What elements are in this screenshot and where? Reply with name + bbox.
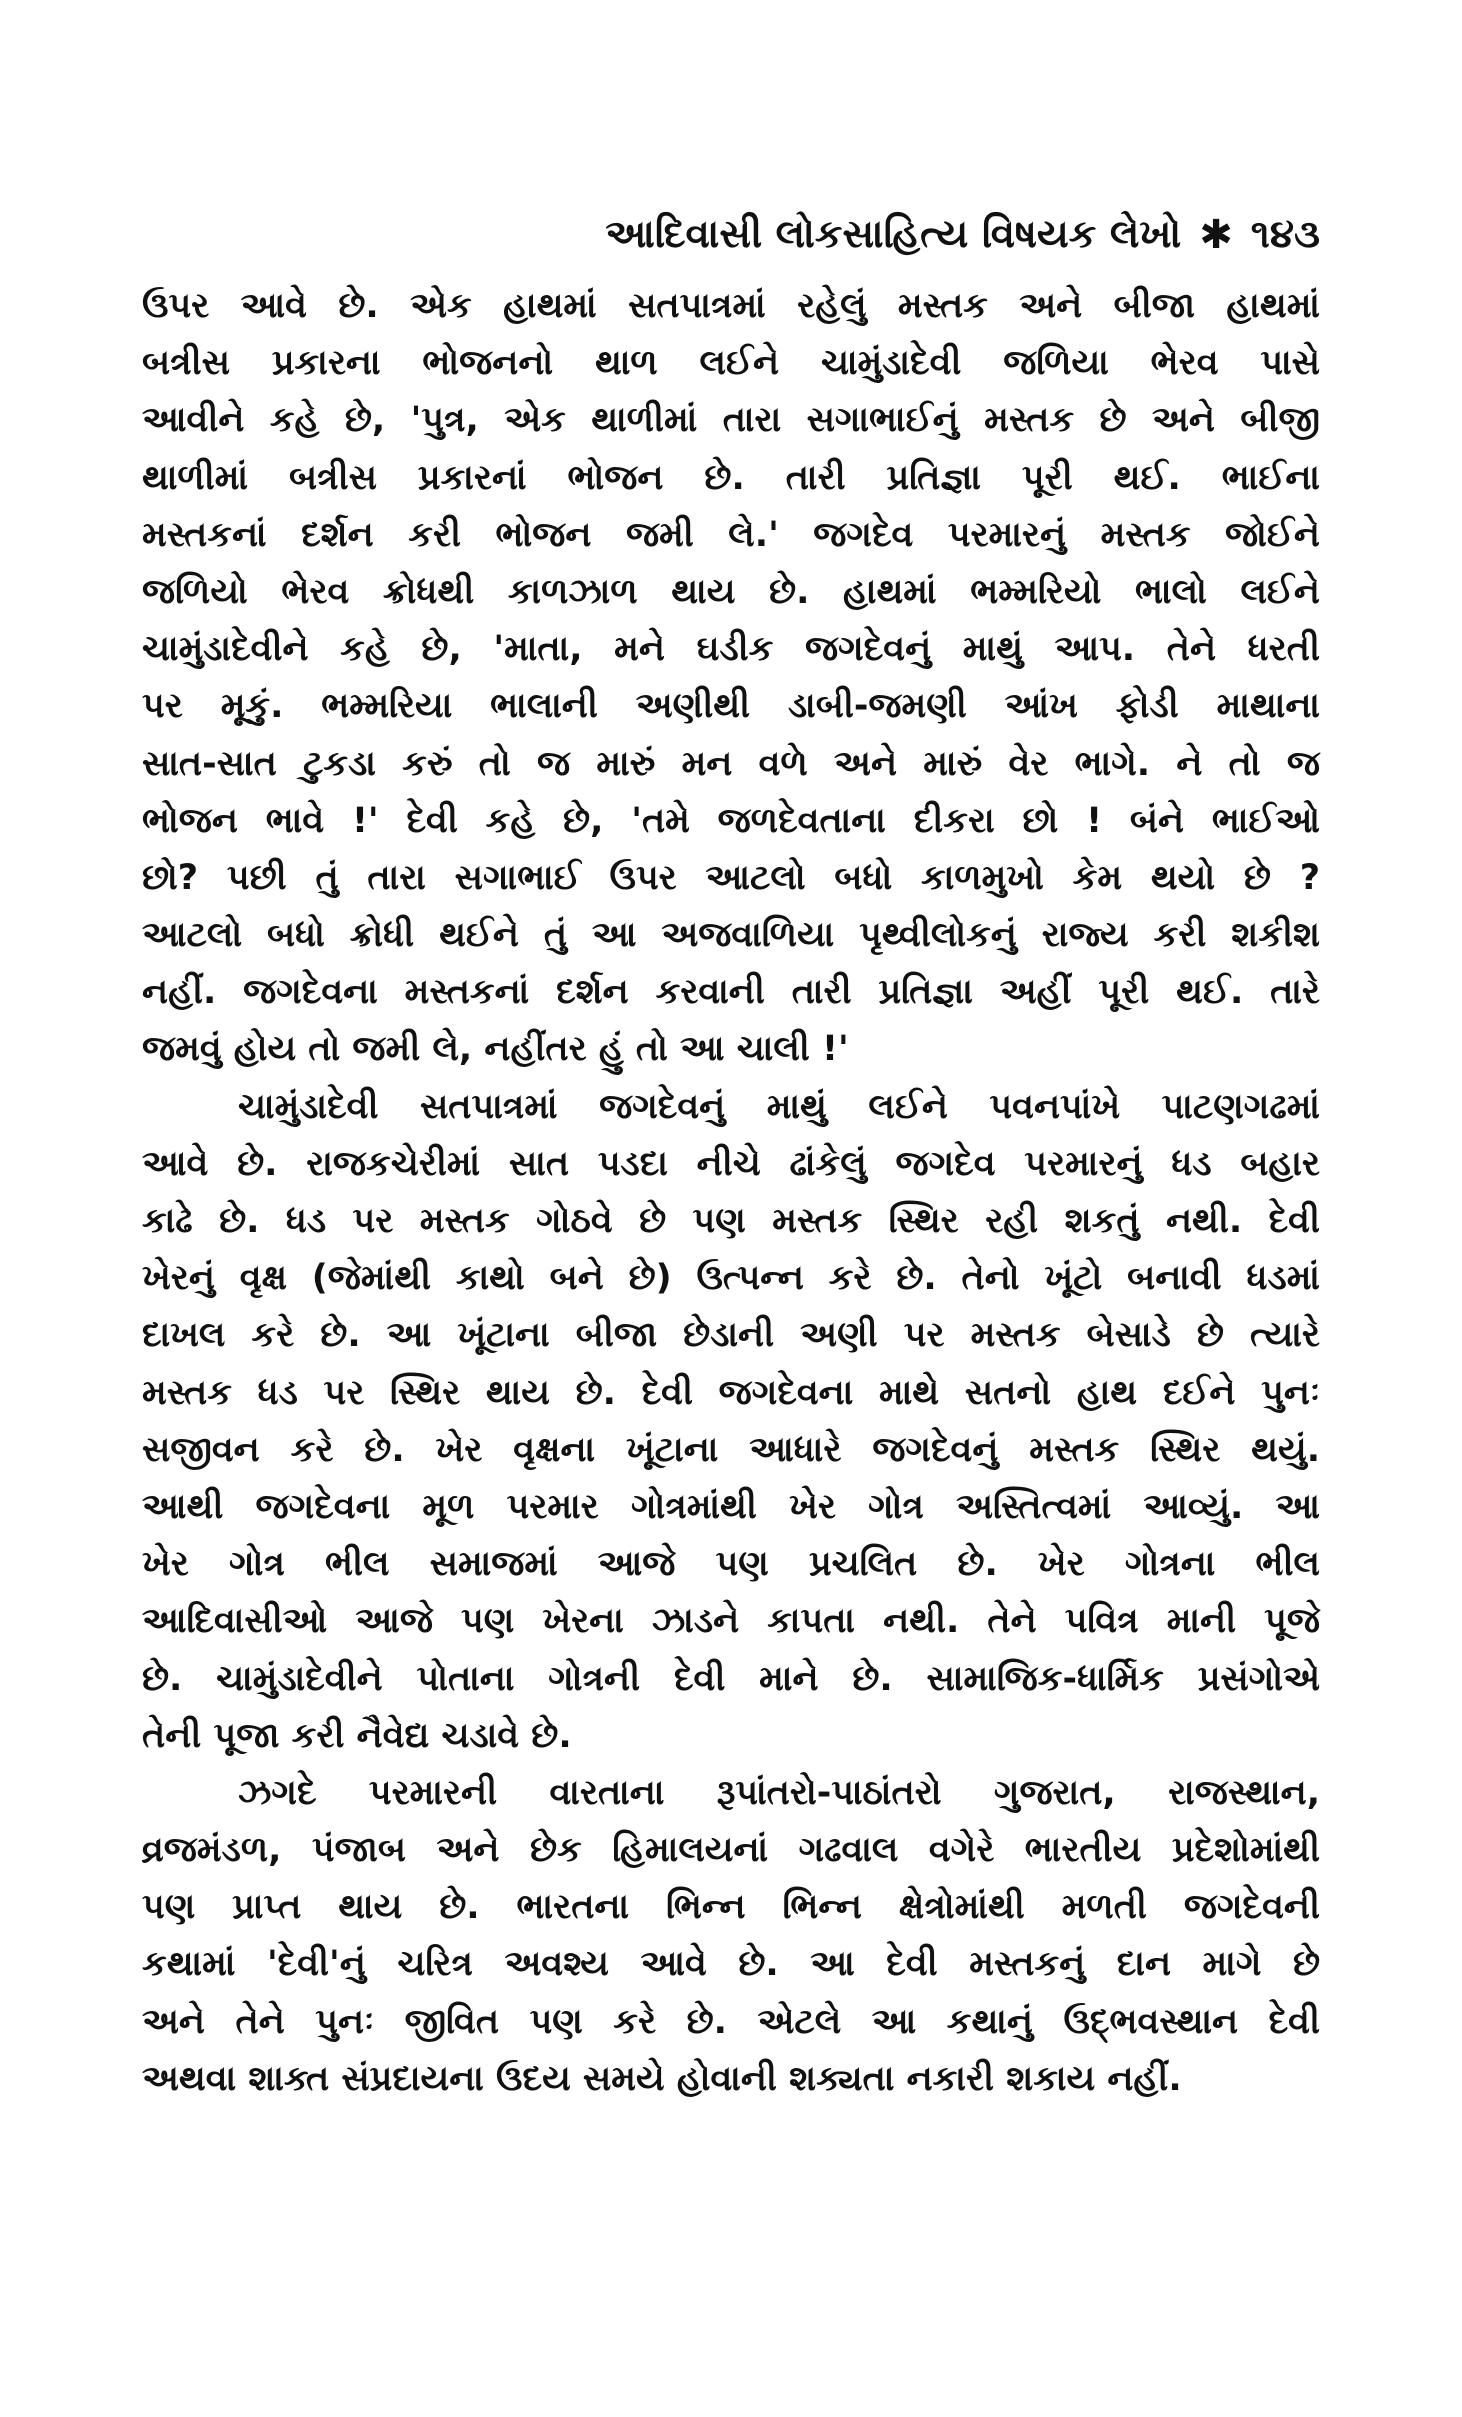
text-line: જમવું હોય તો જમી લે, નહીંતર હું તો આ ચાલી !' [142, 1029, 849, 1070]
paragraph [142, 1079, 1320, 1765]
text-line: તેની પૂજા કરી નૈવેદ્ય ચડાવે છે. [142, 1715, 572, 1756]
text-line: કથામાં 'દેવી'નું ચરિત્ર અવશ્ય આવે છે. આ દેવી મસ્તકનું દાન માગે છે [142, 1944, 1320, 1985]
running-header [605, 212, 1320, 257]
text-line: ઝગદે પરમારની વારતાના રૂપાંતરો-પાઠાંતરો ગુજરાત, રાજસ્થાન, [238, 1772, 1320, 1813]
paragraph [142, 1765, 1320, 2108]
text-line: ચામુંડાદેવીને કહે છે, 'માતા, મને ઘડીક જગદેવનું માથું આપ. તેને ધરતી [142, 629, 1320, 670]
text-line: ઉપર આવે છે. એક હાથમાં સતપાત્રમાં રહેલું મસ્તક અને બીજા હાથમાં [142, 286, 1320, 326]
text-line: આવીને કહે છે, 'પુત્ર, એક થાળીમાં તારા સગાભાઈનું મસ્તક છે અને બીજી [142, 400, 1320, 441]
body-text [142, 278, 1320, 2108]
text-line: ખેરનું વૃક્ષ (જેમાંથી કાથો બને છે) ઉત્પન્ન કરે છે. તેનો ખૂંટો બનાવી ધડમાં [142, 1258, 1320, 1299]
text-line: ચામુંડાદેવી સતપાત્રમાં જગદેવનું માથું લઈને પવનપાંખે પાટણગઢમાં [238, 1086, 1320, 1127]
text-line: જળિયો ભેરવ ક્રોધથી કાળઝાળ થાય છે. હાથમાં ભમ્મરિયો ભાલો લઈને [142, 571, 1320, 612]
text-line: નહીં. જગદેવના મસ્તકનાં દર્શન કરવાની તારી પ્રતિજ્ઞા અહીં પૂરી થઈ. તારે [142, 972, 1320, 1013]
text-line: આથી જગદેવના મૂળ પરમાર ગોત્રમાંથી ખેર ગોત્ર અસ્તિત્વમાં આવ્યું. આ [142, 1486, 1320, 1527]
text-line: થાળીમાં બત્રીસ પ્રકારનાં ભોજન છે. તારી પ્રતિજ્ઞા પૂરી થઈ. ભાઈના [142, 457, 1320, 498]
text-line: અથવા શાક્ત સંપ્રદાયના ઉદય સમયે હોવાની શક્યતા નકારી શકાય નહીં. [142, 2058, 1182, 2099]
text-line: આવે છે. રાજકચેરીમાં સાત પડદા નીચે ઢાંકેલું જગદેવ પરમારનું ધડ બહાર [142, 1143, 1320, 1184]
text-line: છો? પછી તું તારા સગાભાઈ ઉપર આટલો બધો કાળમુખો કેમ થયો છે ? [142, 857, 1320, 898]
running-title: આદિવાસી લોકસાહિત્ય વિષયક લેખો [605, 212, 1182, 257]
page-number: ૧૪૩ [1250, 212, 1320, 257]
text-line: મસ્તક ધડ પર સ્થિર થાય છે. દેવી જગદેવના માથે સતનો હાથ દઈને પુનઃ [142, 1372, 1320, 1413]
text-line: સાત-સાત ટુકડા કરું તો જ મારું મન વળે અને મારું વેર ભાગે. ને તો જ [142, 743, 1320, 784]
text-line: સજીવન કરે છે. ખેર વૃક્ષના ખૂંટાના આધારે જગદેવનું મસ્તક સ્થિર થયું. [142, 1429, 1320, 1470]
text-line: ખેર ગોત્ર ભીલ સમાજમાં આજે પણ પ્રચલિત છે. ખેર ગોત્રના ભીલ [142, 1544, 1320, 1585]
text-line: ભોજન ભાવે !' દેવી કહે છે, 'તમે જળદેવતાના દીકરા છો ! બંને ભાઈઓ [142, 800, 1320, 841]
text-line: પર મૂકું. ભમ્મરિયા ભાલાની અણીથી ડાબી-જમણી આંખ ફોડી માથાના [142, 686, 1320, 727]
text-line: પણ પ્રાપ્ત થાય છે. ભારતના ભિન્ન ભિન્ન ક્ષેત્રોમાંથી મળતી જગદેવની [142, 1887, 1320, 1928]
text-line: મસ્તકનાં દર્શન કરી ભોજન જમી લે.' જગદેવ પરમારનું મસ્તક જોઈને [142, 514, 1320, 555]
asterisk-icon: ✱ [1199, 211, 1233, 258]
text-line: છે. ચામુંડાદેવીને પોતાના ગોત્રની દેવી માને છે. સામાજિક-ધાર્મિક પ્રસંગોએ [142, 1658, 1320, 1699]
paragraph [142, 278, 1320, 1079]
text-line: આટલો બધો ક્રોધી થઈને તું આ અજવાળિયા પૃથ્વીલોકનું રાજ્ય કરી શકીશ [142, 915, 1320, 956]
text-line: કાઢે છે. ધડ પર મસ્તક ગોઠવે છે પણ મસ્તક સ્થિર રહી શકતું નથી. દેવી [142, 1201, 1320, 1241]
text-line: અને તેને પુનઃ જીવિત પણ કરે છે. એટલે આ કથાનું ઉદ્ભવસ્થાન દેવી [142, 2001, 1320, 2042]
text-line: આદિવાસીઓ આજે પણ ખેરના ઝાડને કાપતા નથી. તેને પવિત્ર માની પૂજે [142, 1601, 1320, 1642]
text-line: દાખલ કરે છે. આ ખૂંટાના બીજા છેડાની અણી પર મસ્તક બેસાડે છે ત્યારે [142, 1315, 1320, 1356]
text-line: બત્રીસ પ્રકારના ભોજનનો થાળ લઈને ચામુંડાદેવી જળિયા ભેરવ પાસે [142, 343, 1320, 384]
text-line: વ્રજમંડળ, પંજાબ અને છેક હિમાલયનાં ગઢવાલ વગેરે ભારતીય પ્રદેશોમાંથી [142, 1830, 1320, 1871]
